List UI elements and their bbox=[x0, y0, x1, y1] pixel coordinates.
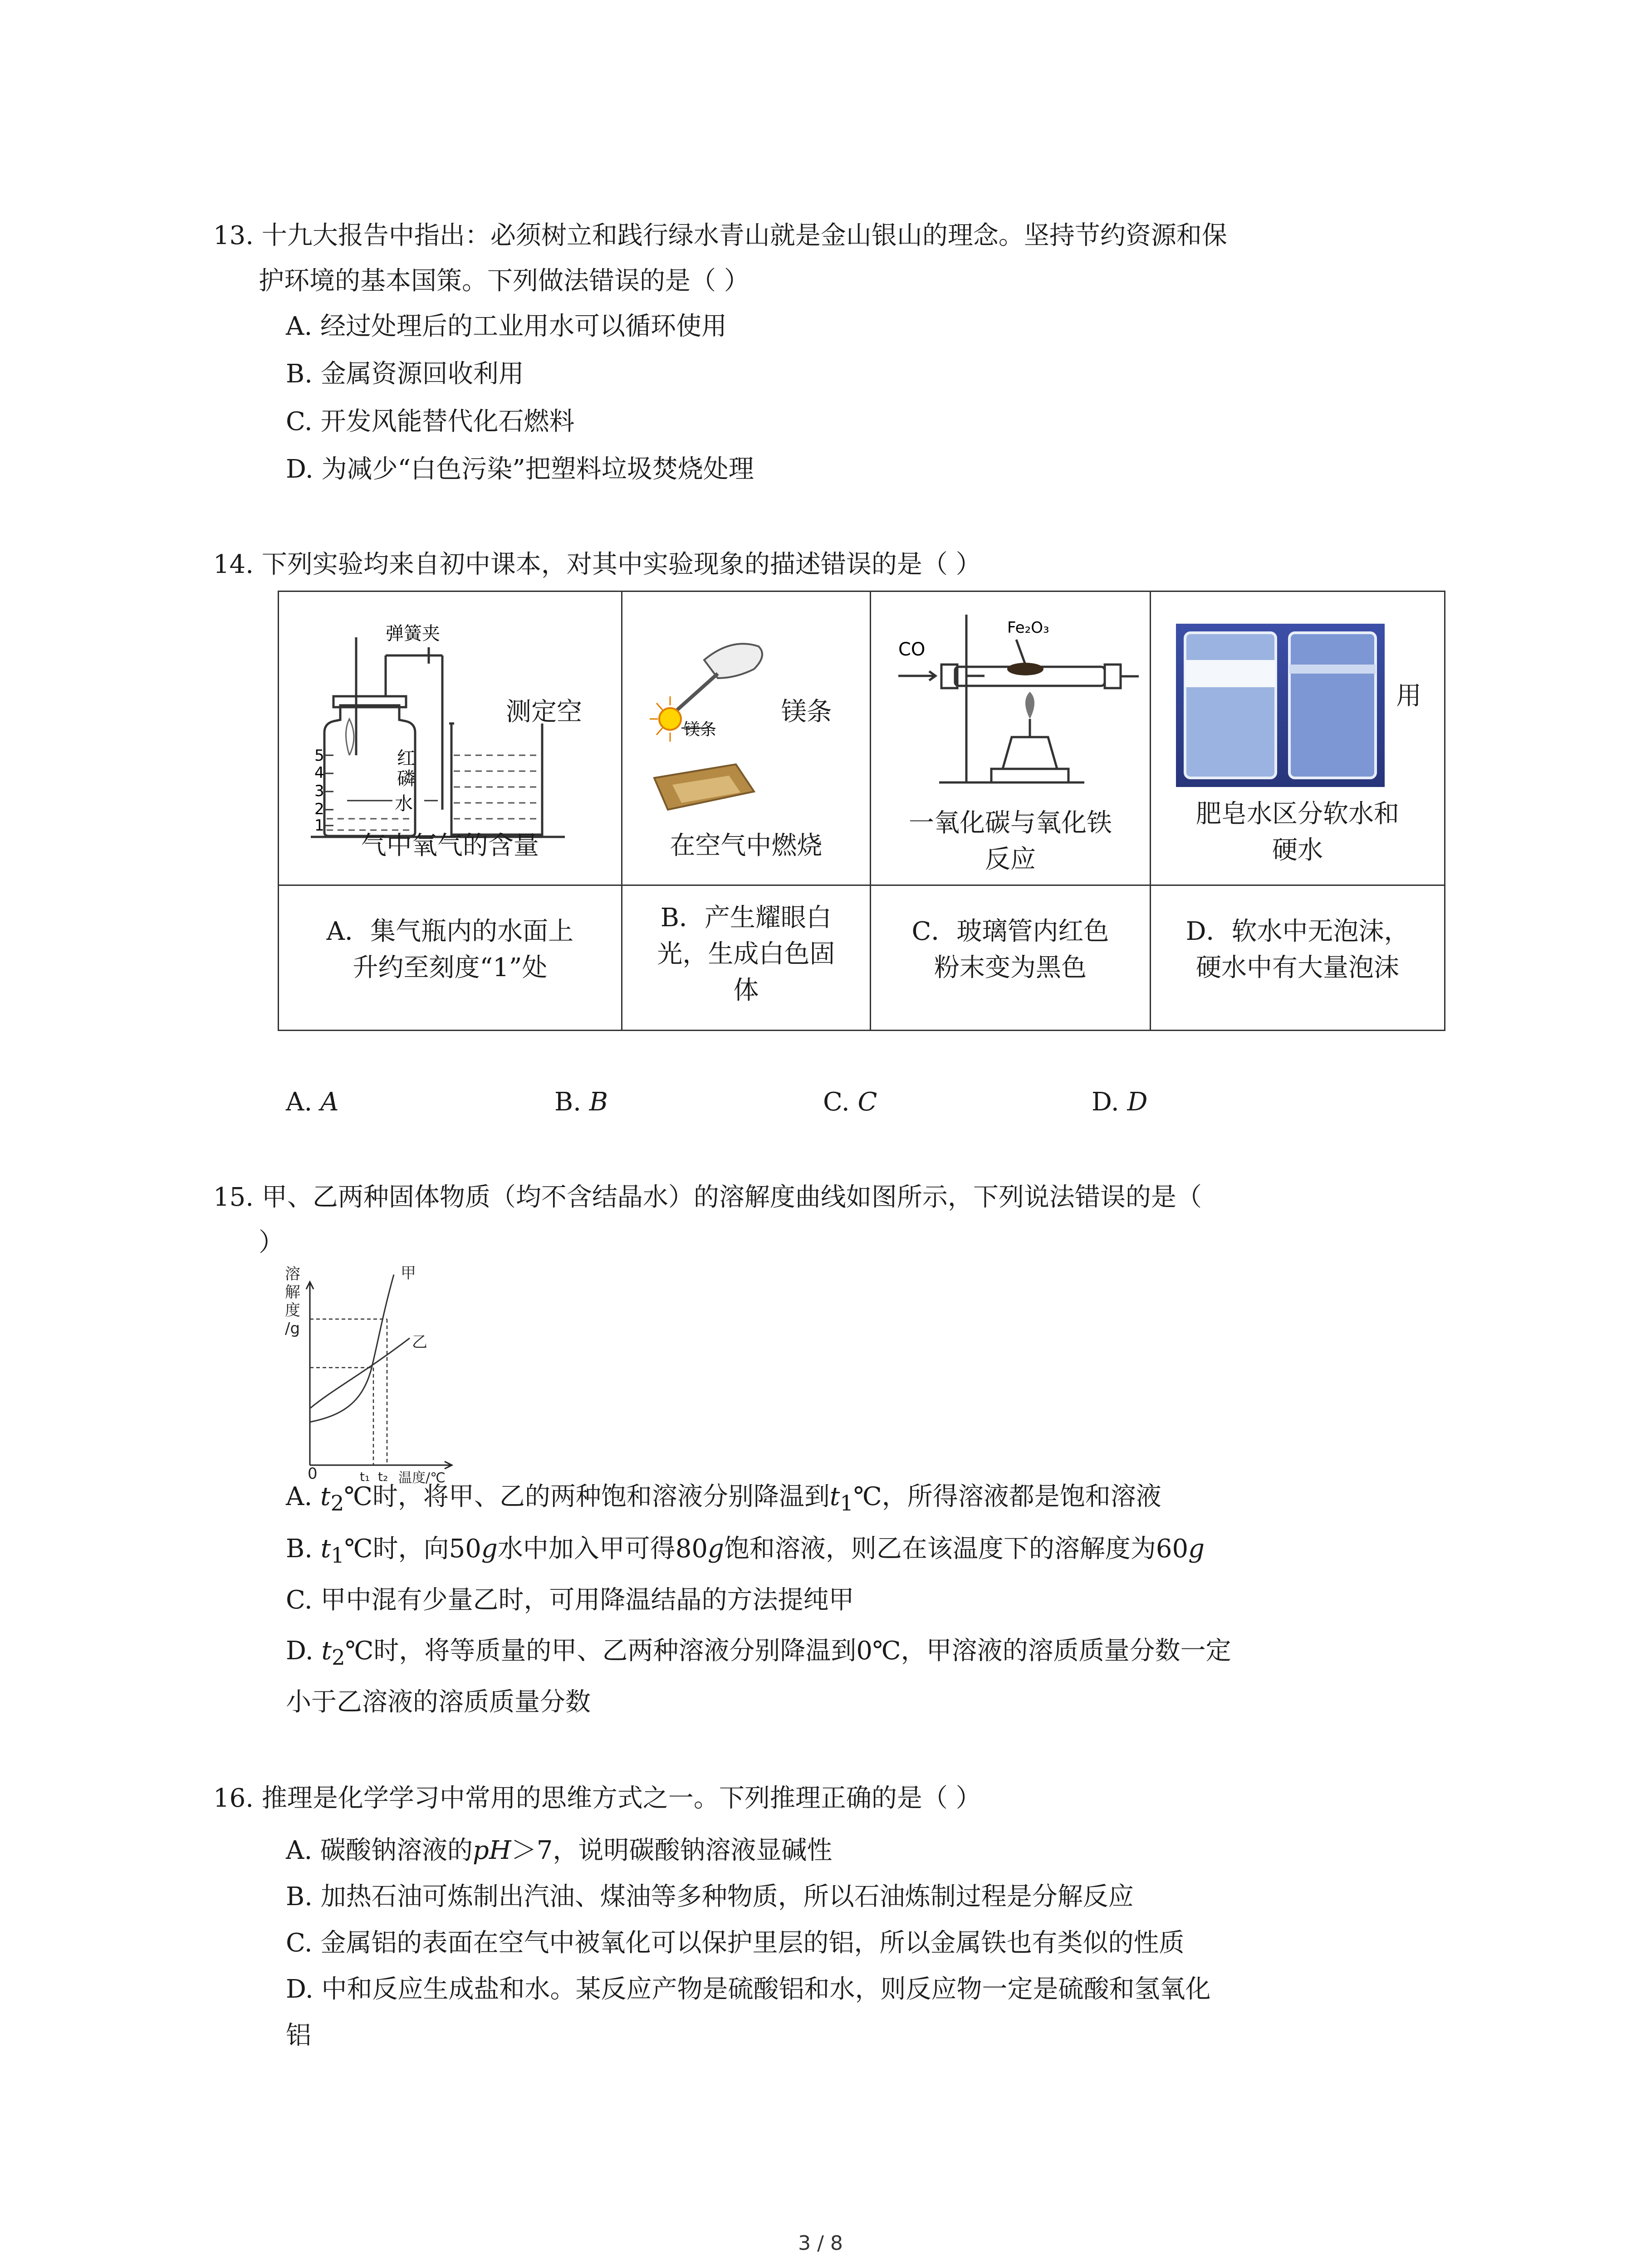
answer-b-line1: B．产生耀眼白 bbox=[660, 903, 832, 933]
q13-option-a: A. 经过处理后的工业用水可以循环使用 bbox=[286, 312, 727, 341]
exp-d-caption-2: 硬水 bbox=[1272, 836, 1323, 865]
q14-stem: 14. 下列实验均来自初中课本，对其中实验现象的描述错误的是（ ） bbox=[213, 550, 981, 579]
series-yi-label: 乙 bbox=[412, 1333, 427, 1351]
q15-option-c: C. 甲中混有少量乙时，可用降温结晶的方法提纯甲 bbox=[286, 1585, 854, 1615]
exp-cell-a bbox=[279, 591, 622, 885]
exp-c-caption-2: 反应 bbox=[985, 845, 1036, 874]
q13-stem-line2: 护环境的基本国策。下列做法错误的是（ ） bbox=[259, 266, 749, 296]
y-axis-label-4: /g bbox=[285, 1320, 300, 1338]
exp-cell-d bbox=[1151, 591, 1445, 885]
series-jia-label: 甲 bbox=[401, 1266, 416, 1282]
origin-label: 0 bbox=[308, 1465, 318, 1483]
answer-d-line2: 硬水中有大量泡沫 bbox=[1196, 953, 1400, 982]
x-axis-label: 温度/℃ bbox=[398, 1470, 446, 1486]
spring-clip-label: 弹簧夹 bbox=[386, 623, 440, 644]
answer-cell-a bbox=[279, 885, 622, 1031]
y-axis-label-3: 度 bbox=[285, 1301, 300, 1320]
q14-option-a: A. A bbox=[286, 1087, 339, 1117]
q16-option-b: B. 加热石油可炼制出汽油、煤油等多种物质，所以石油炼制过程是分解反应 bbox=[286, 1882, 1134, 1911]
q15-option-a: A. $t_2℃$时，将甲、乙的两种饱和溶液分别降温到$t_1℃$，所得溶液都是饱和溶液 bbox=[286, 1482, 1161, 1516]
answer-c-line2: 粉末变为黑色 bbox=[934, 953, 1087, 982]
exp-c-caption-1: 一氧化碳与氧化铁 bbox=[908, 808, 1112, 838]
q13-stem bbox=[213, 213, 1447, 304]
answer-c-line1: C．玻璃管内红色 bbox=[911, 917, 1109, 946]
y-axis-label-1: 溶 bbox=[285, 1266, 300, 1283]
answer-a-line1: A．集气瓶内的水面上 bbox=[326, 917, 574, 946]
co-label: CO bbox=[898, 639, 926, 660]
x-tick-t1: t₁ bbox=[360, 1469, 370, 1484]
curve-jia bbox=[310, 1275, 394, 1422]
q14-option-d: D. D bbox=[1092, 1087, 1148, 1117]
q13-option-b: B. 金属资源回收利用 bbox=[286, 359, 524, 389]
q14-option-c: C. C bbox=[823, 1087, 877, 1117]
exp-cell-b bbox=[622, 591, 870, 885]
scale-1: 1 bbox=[314, 816, 324, 835]
mg-strip-label: 镁条 bbox=[683, 720, 716, 739]
page-number: 3 / 8 bbox=[798, 2232, 843, 2255]
q16-option-d: D. 中和反应生成盐和水。某反应产物是硫酸铝和水，则反应物一定是硫酸和氢氧化 bbox=[286, 1975, 1211, 2004]
x-tick-t2: t₂ bbox=[378, 1469, 388, 1484]
q13-option-c: C. 开发风能替代化石燃料 bbox=[286, 407, 575, 436]
q14-option-b: B. B bbox=[554, 1087, 608, 1117]
answer-b-line2: 光，生成白色固 bbox=[657, 939, 835, 969]
exp-a-caption: 气中氧气的含量 bbox=[361, 831, 539, 860]
oxygen-measurement-apparatus-icon bbox=[288, 619, 615, 855]
exp-b-inline-caption: 镁条 bbox=[781, 697, 832, 727]
red-phosphorus-label-2: 磷 bbox=[397, 768, 415, 789]
solubility-chart bbox=[285, 1266, 494, 1492]
q15-stem bbox=[213, 1175, 1447, 1266]
y-axis-label-2: 解 bbox=[285, 1283, 300, 1301]
q15-stem-line2: ） bbox=[259, 1228, 284, 1257]
soap-water-beakers-photo-icon bbox=[1176, 624, 1385, 787]
answer-cell-c bbox=[870, 885, 1150, 1031]
exp-d-inline-caption: 用 bbox=[1396, 681, 1422, 711]
q13-option-d: D. 为减少“白色污染”把塑料垃圾焚烧处理 bbox=[286, 455, 754, 484]
q16-stem: 16. 推理是化学学习中常用的思维方式之一。下列推理正确的是（ ） bbox=[213, 1784, 981, 1813]
fe2o3-label: Fe₂O₃ bbox=[1007, 619, 1049, 637]
scale-5: 5 bbox=[314, 747, 324, 765]
answer-cell-d bbox=[1151, 885, 1445, 1031]
answer-a-line2: 升约至刻度“1”处 bbox=[353, 953, 548, 982]
scale-2: 2 bbox=[314, 800, 324, 818]
answer-cell-b bbox=[622, 885, 870, 1031]
experiment-table bbox=[278, 591, 1445, 1031]
curve-yi bbox=[310, 1338, 410, 1408]
exp-d-caption-1: 肥皂水区分软水和 bbox=[1196, 799, 1400, 829]
q15-option-b: B. $t_1℃$时，向50g水中加入甲可得80g饱和溶液，则乙在该温度下的溶解度为60g bbox=[286, 1534, 1205, 1569]
answer-d-line1: D．软水中无泡沫， bbox=[1185, 917, 1410, 946]
q15-option-d: D. $t_2℃$时，将等质量的甲、乙两种溶液分别降温到0℃，甲溶液的溶质质量分数一定 bbox=[286, 1636, 1231, 1671]
scale-3: 3 bbox=[314, 782, 324, 800]
exp-b-caption: 在空气中燃烧 bbox=[670, 831, 823, 860]
exp-a-inline-caption: 测定空 bbox=[506, 697, 582, 727]
answer-b-line3: 体 bbox=[733, 976, 759, 1005]
scale-4: 4 bbox=[314, 764, 324, 782]
q16-option-a: A. 碳酸钠溶液的pH＞7，说明碳酸钠溶液显碱性 bbox=[286, 1836, 833, 1865]
q15-stem-line1: 15. 甲、乙两种固体物质（均不含结晶水）的溶解度曲线如图所示，下列说法错误的是（ bbox=[213, 1183, 1202, 1212]
co-iron-oxide-apparatus-icon bbox=[876, 601, 1148, 796]
q13-stem-line1: 13. 十九大报告中指出：必须树立和践行绿水青山就是金山银山的理念。坚持节约资源和保 bbox=[213, 221, 1227, 250]
water-label: 水 bbox=[395, 793, 413, 814]
q16-option-d-cont: 铝 bbox=[286, 2021, 311, 2050]
q16-option-c: C. 金属铝的表面在空气中被氧化可以保护里层的铝，所以金属铁也有类似的性质 bbox=[286, 1928, 1185, 1958]
exp-cell-c bbox=[870, 591, 1150, 885]
red-phosphorus-label-1: 红 bbox=[397, 748, 415, 769]
q15-option-d-cont: 小于乙溶液的溶质质量分数 bbox=[286, 1687, 591, 1717]
